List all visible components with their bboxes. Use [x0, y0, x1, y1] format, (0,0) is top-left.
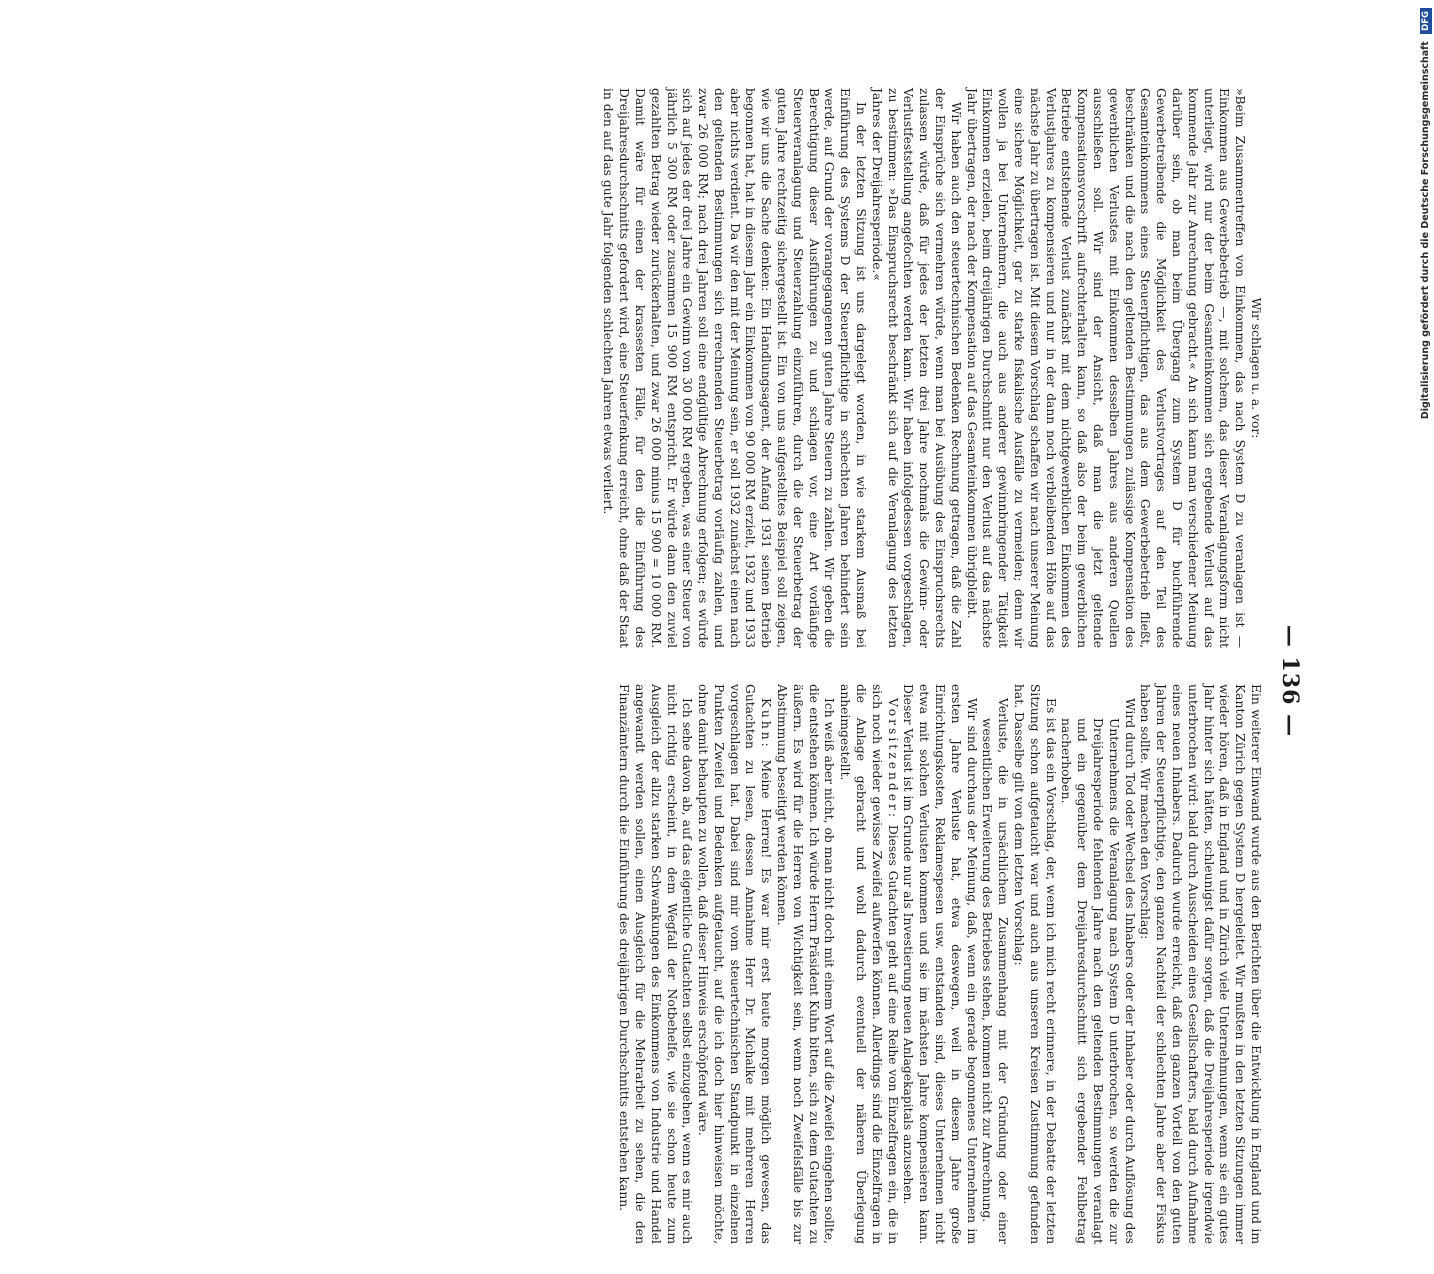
credit-text: Digitalisierung gefördert durch die Deutsche Forschungsgemeinschaft: [1420, 41, 1431, 420]
paragraph: Wir haben auch den steuertechnischen Bedenken Rechnung getragen, daß die Zahl der Einsprüche sich vermehren würde, wenn man bei Ausübung des Einspruchsrechts zulassen würde, daß für jedes der letzten drei Jahre nochmals die Gewinn- oder Verlustfeststellung angefochten werden kann. Wir haben infolgedessen vorgeschlagen, zu bestimmen: »Das Einspruchsrecht beschränkt sich auf die Veranlagung des letzten Jahres der Dreijahresperiode.«: [869, 88, 963, 648]
credit-line: [1419, 8, 1433, 992]
speaker-name: Kuhn:: [759, 698, 774, 750]
speaker-text: Dieses Gutachten geht auf eine Reihe von Einzelfragen ein, die in sich noch wieder gewisse Zweifel aufwerfen können. Allerdings sind die Einzelfragen in die Anlage gebracht und wohl dadurch eventuell der näheren Überlegung anheimgestellt.: [838, 684, 900, 1244]
paragraph: [836, 684, 899, 1244]
paragraph: Ein weiterer Einwand wurde aus den Berichten über die Entwicklung in England und im Kanton Zürich gegen System D hergeleitet. Wir mußten in den letzten Sitzungen immer wieder hören, daß in England und in Zürich viele Unternehmungen, wenn sie ein gutes Jahr hinter sich hätten, schleunigst dafür sorgen, daß die Dreijahresperiode irgendwie unterbrochen wird: bald durch Ausscheiden eines Gesellschafters, bald durch Aufnahme eines neuen Inhabers. Dadurch wurde erreicht, daß den ganzen Vorteil von den guten Jahren der Steuerpflichtige, den ganzen Nachteil der schlechten Jahre aber der Fiskus haben sollte. Wir machen den Vorschlag:: [1138, 684, 1263, 1244]
scanned-page: [117, 88, 1303, 1244]
paragraph: Wir sind durchaus der Meinung, daß, wenn ein gerade begonnenes Unternehmen im ersten Jahre Verluste hat, etwa deswegen, weil in diesem Jahre große Einrichtungskosten, Reklamespesen usw. entstanden sind, dieses Unternehmen nicht etwa mit solchen Verlusten kommen und sie im nächsten Jahre kompensieren kann. Dieser Verlust ist im Grunde nur als Investierung neuen Anlagekapitals anzusehen.: [901, 684, 979, 1244]
paragraph: Ich sehe davon ab, auf das eigentliche Gutachten selbst einzugehen, wenn es mir auch nicht richtig erscheint, in dem Wegfall der Notbehelfe, wie sie schon heute zum Ausgleich der allzu starken Schwankungen des Einkommens von Industrie und Handel angewandt werden sollen, einen Ausgleich für die Mehrarbeit zu sehen, die den Finanzämtern durch die Einführung des dreijährigen Durchschnitts entstehen kann.: [617, 684, 695, 1244]
right-column: [483, 684, 1263, 1244]
paragraph: Wird durch Tod oder Wechsel des Inhabers oder der Inhaber oder durch Auflösung des Unternehmens die Veranlagung nach System D unterbrochen, so werden die zur Dreijahresperiode fehlenden Jahre nach den geltenden Bestimmungen veranlagt und ein gegenüber dem Dreijahresdurchschnitt sich ergebender Fehlbetrag nacherhoben.: [1059, 698, 1137, 1244]
speaker-name: Vorsitzender:: [885, 698, 900, 821]
page-content: [483, 88, 1303, 1274]
paragraph: Wir schlagen u. a. vor:: [1249, 297, 1263, 439]
paragraph: In der letzten Sitzung ist uns dargelegt worden, in wie starkem Ausmaß bei Einführung des Systems D der Steuerpflichtige in schlechten Jahren behindert sein werde, auf Grund der vorangegangenen guten Jahre Steuern zu zahlen. Wir geben die Berechtigung dieser Ausführungen zu und schlagen vor, eine Art vorläufige Steuerveranlagung und Steuerzahlung einzuführen, durch die der Steuerbetrag der guten Jahre rechtzeitig sichergestellt ist. Ein von uns aufgestelltes Beispiel soll zeigen, wie wir uns die Sache denken: Ein Handlungsagent, der Anfang 1931 seinen Betrieb begonnen hat, hat in diesem Jahr ein Einkommen von 90 000 RM erzielt, 1932 und 1933 aber nichts verdient. Da wir den mit der Meinung sein, er soll 1932 zunächst einen nach den geltenden Bestimmungen sich errechnenden Steuerbetrag vorläufig zahlen, und zwar 26 000 RM; nach drei Jahren soll eine endgültige Abrechnung erfolgen; es würde sich auf jedes der drei Jahre ein Gewinn von 30 000 RM ergeben, was einer Steuer von jährlich 5 300 RM oder zusammen 15 900 RM entspricht. Er würde dann den zuviel gezahlten Betrag wieder zurückerhalten, und zwar 26 000 minus 15 900 = 10 000 RM. Damit wäre für einen der krassesten Fälle, für den die Einführung des Dreijahresdurchschnitts gefordert wird, eine Steuerfenkung erreicht, ohne daß der Staat in den auf das gute Jahr folgenden schlechten Jahren etwas verliert.: [601, 88, 869, 648]
dfg-logo: DFG: [1420, 8, 1432, 34]
paragraph: Ich weiß aber nicht, ob man nicht doch mit einem Wort auf die Zweifel eingehen sollte, die entstehen können. Ich würde Herrn Präsident Kuhn bitten, sich zu dem Gutachten zu äußern. Es wird für die Herren von Wichtigkeit sein, wenn noch Zweifelsfälle bis zur Abstimmung beseitigt werden können.: [775, 684, 837, 1244]
digitization-credit: [1419, 8, 1433, 992]
left-column: [483, 88, 1263, 648]
speaker-text: Meine Herren! Es war mir erst heute morgen möglich gewesen, das Gutachten zu lesen, dessen Annahme Herr Dr. Michalke mit mehreren Herren vorgeschlagen hat. Dabei sind mir vom steuertechnischen Standpunkt in einzelnen Punkten Zweifel und Bedenken aufgetaucht, auf die ich doch hier hinweisen möchte, ohne damit behaupten zu wollen, daß dieser Hinweis erschöpfend wäre.: [696, 684, 774, 1244]
paragraph: »Beim Zusammentreffen von Einkommen, das nach System D zu veranlagen ist — Einkommen aus Gewerbebetrieb —, mit solchem, das dieser Veranlagungsform nicht unterliegt, wird nur der beim Gesamteinkommen sich ergebende Verlust auf das kommende Jahr zur Anrechnung gebracht.« An sich kann man verschiedener Meinung darüber sein, ob man beim Übergang zum System D für buchführende Gewerbetreibende die Möglichkeit des Verlustvortrages auf den Teil des Gesamteinkommens eines Steuerpflichtigen, das aus dem Gewerbebetrieb fließt, beschränken und die nach den geltenden Bestimmungen zulässige Kompensation des gewerblichen Verlustes mit Einkommen desselben Jahres aus anderen Quellen ausschließen soll. Wir sind der Ansicht, daß man die jetzt geltende Kompensationsvorschrift aufrechterhalten kann, so daß also der beim gewerblichen Betriebe entstehende Verlust zunächst mit dem nichtgewerblichen Einkommen des Verlustjahres zu kompensieren und nur in der dann noch verbleibenden Höhe auf das nächste Jahr zu übertragen ist. Mit diesem Vorschlag schaffen wir nach unserer Meinung eine sichere Möglichkeit, gar zu starke fiskalische Ausfälle zu vermeiden; denn wir wollen ja bei Unternehmern, die auch aus anderer gewinnbringender Tätigkeit Einkommen erzielen, beim dreijährigen Durchschnitt nur den Verlust auf das nächste Jahr übertragen, der nach der Kompensation auf das Gesamteinkommen übrigbleibt.: [964, 88, 1248, 648]
paragraph: Es ist das ein Vorschlag, der, wenn ich mich recht erinnere, in der Debatte der letzten Sitzung schon aufgetaucht war und auch aus unseren Kreisen Zustimmung gefunden hat. Dasselbe gilt von dem letzten Vorschlag:: [1012, 684, 1058, 1244]
page-number: — 136 —: [1277, 624, 1303, 738]
paragraph: [694, 684, 773, 1244]
paragraph: Verluste, die in ursächlichem Zusammenhang mit der Gründung oder einer wesentlichen Erweiterung des Betriebes stehen, kommen nicht zur Anrechnung.: [980, 698, 1011, 1244]
